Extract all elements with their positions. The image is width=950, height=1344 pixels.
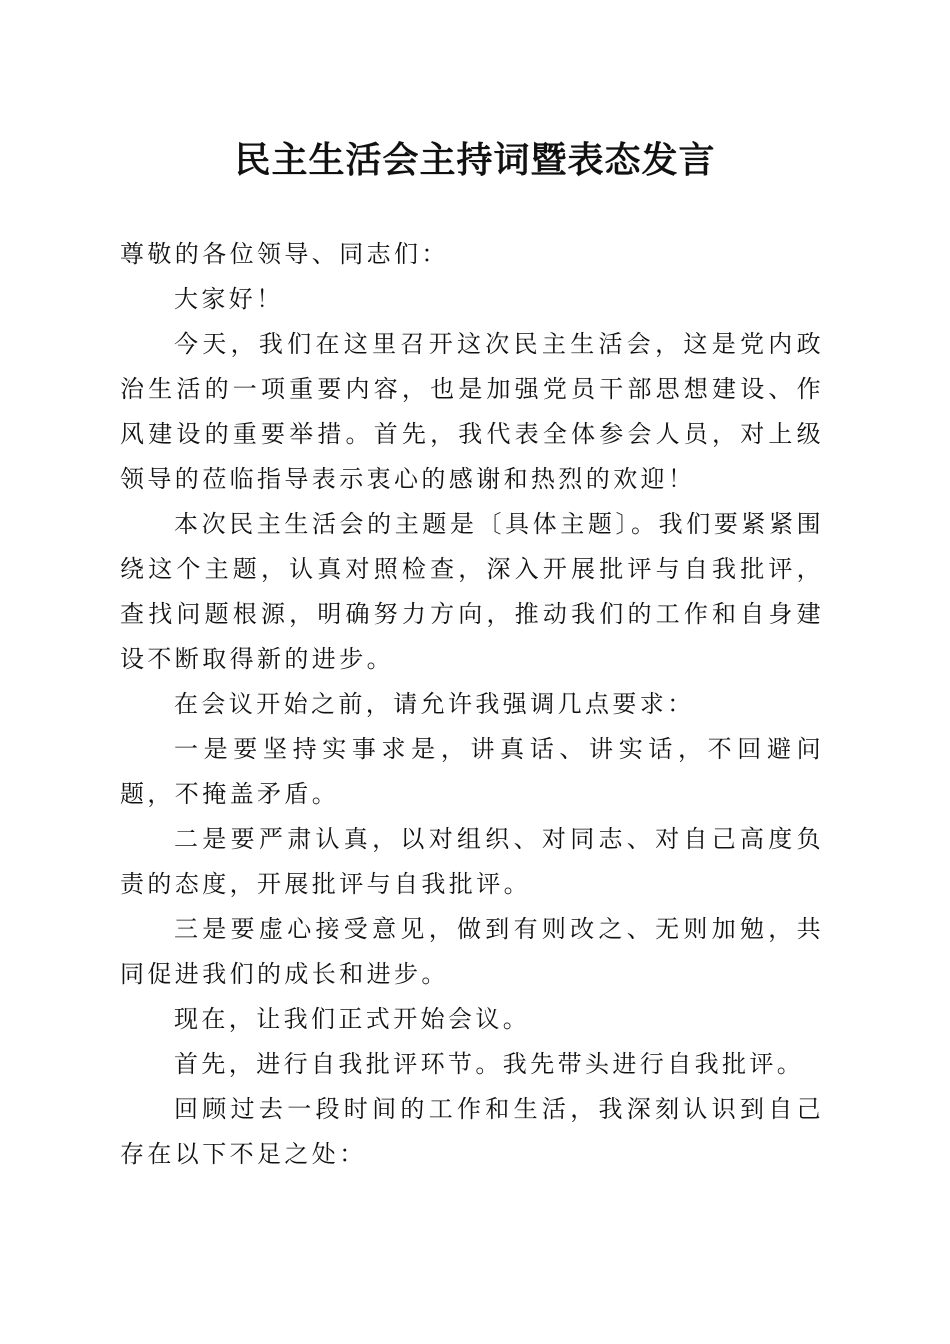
paragraph-review: 回顾过去一段时间的工作和生活，我深刻认识到自己存在以下不足之处： — [120, 1095, 824, 1168]
paragraph-opening: 今天，我们在这里召开这次民主生活会，这是党内政治生活的一项重要内容，也是加强党员干部思想建设、作风建设的重要举措。首先，我代表全体参会人员，对上级领导的莅临指导表示衷心的感谢和热烈的欢迎！ — [120, 330, 824, 493]
paragraph-theme: 本次民主生活会的主题是〔具体主题〕。我们要紧紧围绕这个主题，认真对照检查，深入开展批评与自我批评，查找问题根源，明确努力方向，推动我们的工作和自身建设不断取得新的进步。 — [120, 510, 824, 673]
paragraph-requirements-intro: 在会议开始之前，请允许我强调几点要求： — [174, 690, 695, 718]
paragraph-start-meeting: 现在，让我们正式开始会议。 — [174, 1005, 531, 1033]
document-body — [120, 232, 824, 1177]
paragraph-requirement-1: 一是要坚持实事求是，讲真话、讲实话，不回避问题，不掩盖矛盾。 — [120, 735, 824, 808]
document-title: 民主生活会主持词暨表态发言 — [234, 139, 716, 181]
paragraph-self-criticism: 首先，进行自我批评环节。我先带头进行自我批评。 — [174, 1050, 805, 1078]
paragraph-requirement-2: 二是要严肃认真，以对组织、对同志、对自己高度负责的态度，开展批评与自我批评。 — [120, 825, 824, 898]
paragraph-greeting: 大家好！ — [174, 285, 284, 313]
paragraph-requirement-3: 三是要虚心接受意见，做到有则改之、无则加勉，共同促进我们的成长和进步。 — [120, 915, 824, 988]
salutation: 尊敬的各位领导、同志们： — [120, 240, 449, 268]
